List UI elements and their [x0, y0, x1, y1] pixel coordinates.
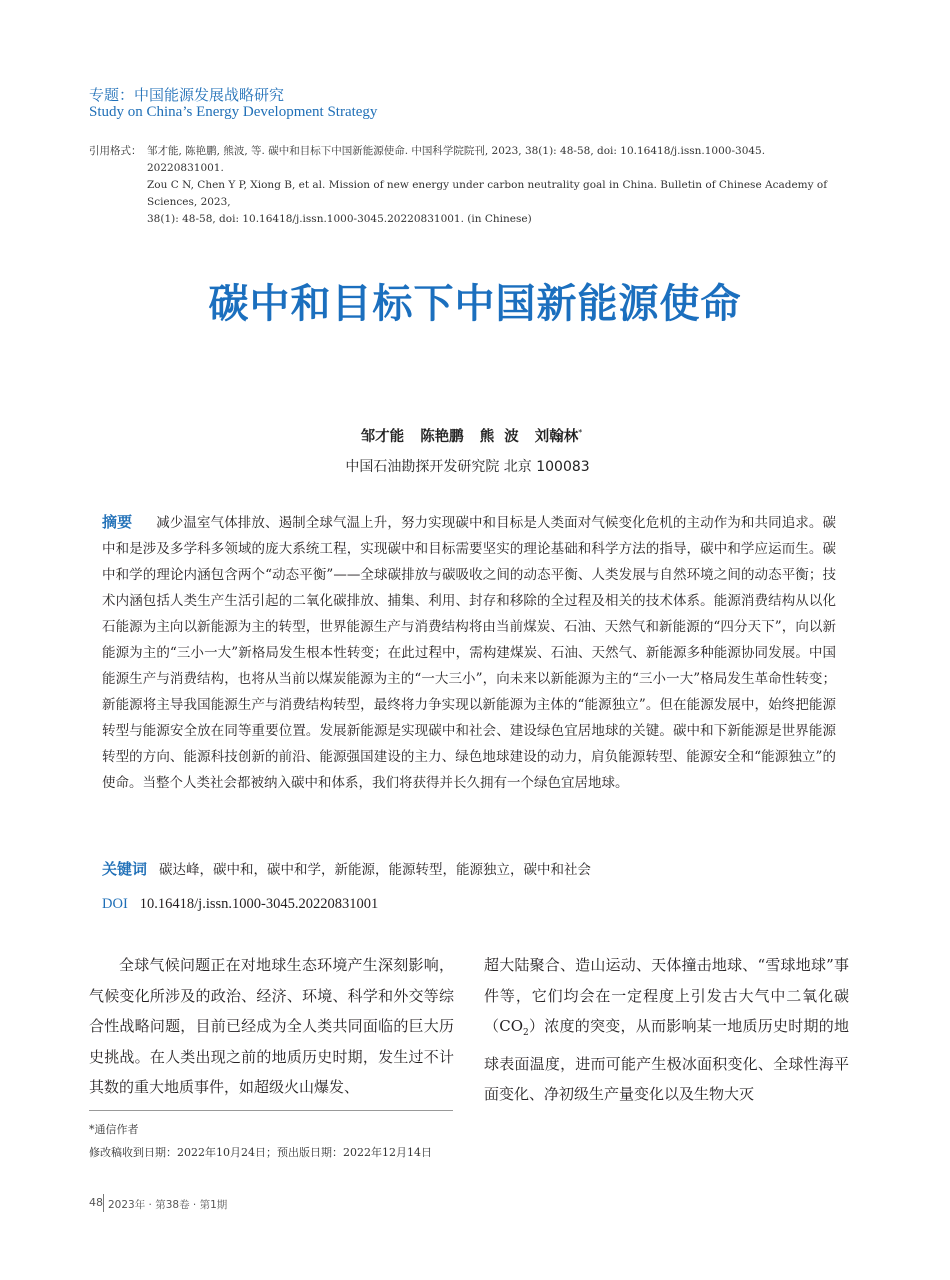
author-name: 陈艳鹏 [420, 429, 464, 445]
footnote-divider [89, 1110, 453, 1111]
citation-cn: 邹才能, 陈艳鹏, 熊波, 等. 碳中和目标下中国新能源使命. 中国科学院院刊, 2023, 38(1): 48-58, doi: 10.16418/j.issn.1000-3045. [147, 145, 766, 157]
corresponding-mark: * [578, 428, 583, 438]
citation-block [89, 143, 859, 228]
page-number: 48 [89, 1196, 103, 1209]
subscript: 2 [523, 1028, 529, 1038]
issue-info: 2023年 · 第38卷 · 第1期 [108, 1199, 228, 1211]
author-name: 邹才能 [360, 429, 405, 445]
citation-en: Zou C N, Chen Y P, Xiong B, et al. Mission of new energy under carbon neutrality goal in China. Bulletin of Chinese Academy of Sciences, 2023, [147, 179, 828, 208]
doi-label: DOI [102, 896, 128, 912]
keywords [102, 858, 591, 879]
body-text: 超大陆聚合、造山运动、天体撞击地球、“雪球地球”事件等，它们均会在一定程度上引发古大气中二氧化碳（CO [484, 956, 849, 1035]
author-name: 刘翰林 [534, 429, 579, 445]
keywords-label: 关键词 [102, 860, 148, 878]
footnote-corresponding: *通信作者 [89, 1123, 139, 1136]
citation-cn-cont: 20220831001. [147, 162, 224, 174]
abstract [102, 509, 836, 796]
citation-label: 引用格式： [89, 145, 142, 157]
footer-divider [103, 1194, 104, 1212]
author-list [0, 425, 935, 446]
doi-value[interactable]: 10.16418/j.issn.1000-3045.20220831001 [139, 896, 379, 912]
abstract-text: 减少温室气体排放、遏制全球气温上升，努力实现碳中和目标是人类面对气候变化危机的主动作为和共同追求。碳中和是涉及多学科多领域的庞大系统工程，实现碳中和目标需要坚实的理论基础和科学方法的指导，碳中和学应运而生。碳中和学的理论内涵包含两个“动态平衡”——全球碳排放与碳吸收之间的动态平衡、人类发展与自然环境之间的动态平衡；技术内涵包括人类生产生活引起的二氧化碳排放、捕集、利用、封存和移除的全过程及相关的技术体系。能源消费结构从以化石能源为主向以新能源为主的转型，世界能源生产与消费结构将由当前煤炭、石油、天然气和新能源的“四分天下”，向以新能源为主的“三小一大”新格局发生根本性转变；在此过程中，需构建煤炭、石油、天然气、新能源多种能源协同发展。中国能源生产与消费结构，也将从当前以煤炭能源为主的“一大三小”，向未来以新能源为主的“三小一大”格局发生革命性转变；新能源将主导我国能源生产与消费结构转型，最终将力争实现以新能源为主体的“能源独立”。但在能源发展中，始终把能源转型与能源安全放在同等重要位置。发展新能源是实现碳中和社会、建设绿色宜居地球的关键。碳中和下新能源是世界能源转型的方向、能源科技创新的前沿、能源强国建设的主力、绿色地球建设的动力，肩负能源转型、能源安全和“能源独立”的使命。当整个人类社会都被纳入碳中和体系，我们将获得并长久拥有一个绿色宜居地球。 [102, 515, 836, 791]
abstract-label: 摘要 [102, 513, 133, 531]
author-name: 熊 波 [479, 429, 519, 445]
citation-en-cont: 38(1): 48-58, doi: 10.16418/j.issn.1000-3045.20220831001. (in Chinese) [147, 213, 532, 225]
article-title: 碳中和目标下中国新能源使命 [208, 281, 742, 327]
footnote-dates: 修改稿收到日期：2022年10月24日；预出版日期：2022年12月14日 [89, 1146, 432, 1159]
body-column-left: 全球气候问题正在对地球生态环境产生深刻影响，气候变化所涉及的政治、经济、环境、科学和外交等综合性战略问题，目前已经成为全人类共同面临的巨大历史挑战。在人类出现之前的地质历史时期，发生过不计其数的重大地质事件，如超级火山爆发、 [89, 956, 454, 1096]
keywords-text: 碳达峰，碳中和，碳中和学，新能源，能源转型，能源独立，碳中和社会 [159, 862, 592, 878]
body-text: ）浓度的突变，从而影响某一地质历史时期的地球表面温度，进而可能产生极冰面积变化、全球性海平面变化、净初级生产量变化以及生物大灭 [484, 1017, 849, 1103]
topic-title-en: Study on China’s Energy Development Strategy [89, 104, 378, 120]
doi [102, 896, 378, 913]
affiliation: 中国石油勘探开发研究院 北京 100083 [345, 459, 590, 475]
body-column-right [484, 950, 849, 1110]
topic-title-cn: 专题：中国能源发展战略研究 [89, 86, 285, 104]
